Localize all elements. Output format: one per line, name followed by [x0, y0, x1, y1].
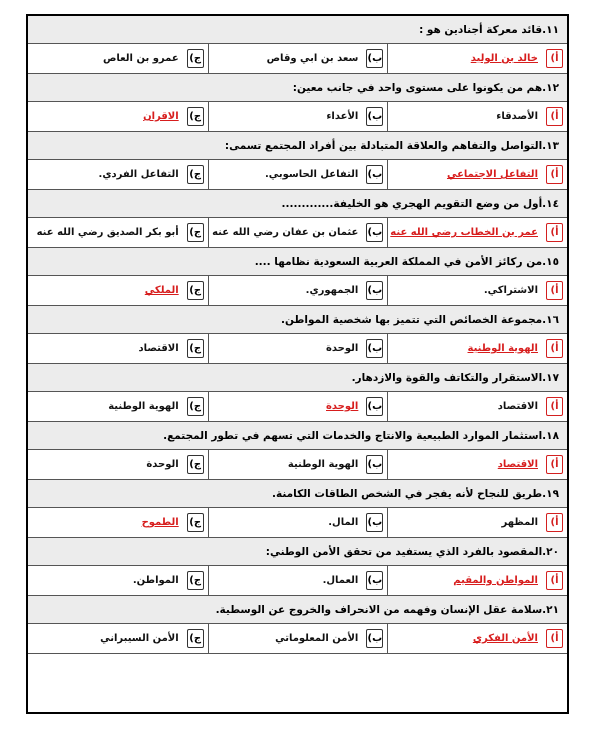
answer-option[interactable]: [387, 624, 567, 653]
option-text: الاقتصاد: [138, 343, 179, 354]
option-letter-box: ب): [366, 281, 383, 300]
answer-option[interactable]: [208, 276, 388, 305]
option-letter-box: ج): [187, 397, 204, 416]
option-text: الوحدة: [326, 343, 359, 354]
question-prompt: ١٦.مجموعة الخصائص التي تتميز بها شخصية المواطن.: [28, 306, 567, 334]
option-letter-box: ب): [366, 397, 383, 416]
answer-option[interactable]: [208, 566, 388, 595]
option-letter-box: أ): [546, 455, 563, 474]
answer-option[interactable]: [208, 450, 388, 479]
option-text: التفاعل الحاسوبي.: [264, 169, 359, 180]
option-text-correct: التفاعل الاجتماعي: [446, 169, 538, 180]
option-text-correct: الملكي: [144, 285, 179, 296]
answer-options-row: [28, 160, 567, 190]
answer-option[interactable]: [208, 44, 388, 73]
question-prompt: ٢١.سلامة عقل الإنسان وفهمه من الانحراف والخروج عن الوسطية.: [28, 596, 567, 624]
option-text: المال.: [328, 517, 359, 528]
answer-option[interactable]: [28, 218, 208, 247]
question-block: [28, 480, 567, 538]
answer-option[interactable]: [208, 334, 388, 363]
option-letter-box: ج): [187, 339, 204, 358]
answer-option[interactable]: [28, 450, 208, 479]
option-letter-box: ب): [366, 165, 383, 184]
option-text-correct: الهوية الوطنية: [467, 343, 538, 354]
question-block: [28, 74, 567, 132]
question-prompt: ١٢.هم من يكونوا على مستوى واحد في جانب معين:: [28, 74, 567, 102]
option-letter-box: أ): [546, 165, 563, 184]
option-text-correct: الأمن الفكري: [472, 633, 538, 644]
answer-option[interactable]: [387, 566, 567, 595]
option-letter-box: ج): [187, 629, 204, 648]
option-letter-box: ب): [366, 49, 383, 68]
answer-options-row: [28, 450, 567, 480]
question-block: [28, 596, 567, 654]
option-letter-box: ج): [187, 455, 204, 474]
option-letter-box: ج): [187, 49, 204, 68]
answer-option[interactable]: [28, 44, 208, 73]
answer-options-row: [28, 276, 567, 306]
option-letter-box: ب): [366, 629, 383, 648]
answer-options-row: [28, 392, 567, 422]
answer-option[interactable]: [28, 276, 208, 305]
question-block: [28, 248, 567, 306]
option-text: أبو بكر الصديق رضي الله عنه: [36, 227, 179, 238]
question-block: [28, 364, 567, 422]
option-text: الأمن المعلوماتي: [275, 633, 359, 644]
option-letter-box: ب): [366, 455, 383, 474]
option-letter-box: أ): [546, 571, 563, 590]
option-text: العمال.: [322, 575, 359, 586]
question-prompt: ١٣.التواصل والتفاهم والعلاقة المتبادلة بين أفراد المجتمع تسمى:: [28, 132, 567, 160]
option-letter-box: ب): [366, 571, 383, 590]
answer-option[interactable]: [208, 392, 388, 421]
answer-option[interactable]: [28, 334, 208, 363]
question-block: [28, 190, 567, 248]
option-letter-box: أ): [546, 281, 563, 300]
option-text: الهوية الوطنية: [108, 401, 179, 412]
question-prompt: ١٤.أول من وضع التقويم الهجري هو الخليفة.............: [28, 190, 567, 218]
question-prompt: ١٨.استثمار الموارد الطبيعية والانتاج والخدمات التي تسهم في تطور المجتمع.: [28, 422, 567, 450]
option-text: الهوية الوطنية: [287, 459, 359, 470]
answer-options-row: [28, 44, 567, 74]
option-text-correct: الطموح: [141, 517, 179, 528]
option-letter-box: ج): [187, 223, 204, 242]
option-text-correct: عمر بن الخطاب رضي الله عنه: [390, 227, 538, 238]
option-letter-box: أ): [546, 49, 563, 68]
exam-sheet: [26, 14, 569, 714]
option-letter-box: ب): [366, 513, 383, 532]
answer-options-row: [28, 566, 567, 596]
answer-option[interactable]: [208, 160, 388, 189]
answer-option[interactable]: [208, 102, 388, 131]
option-letter-box: ب): [366, 223, 383, 242]
option-text: الأصدقاء: [496, 111, 538, 122]
option-letter-box: ج): [187, 281, 204, 300]
question-block: [28, 132, 567, 190]
option-text: سعد بن ابي وقاص: [266, 53, 359, 64]
answer-option[interactable]: [387, 276, 567, 305]
question-prompt: ١٥.من ركائز الأمن في المملكة العربية السعودية نظامها ....: [28, 248, 567, 276]
option-letter-box: أ): [546, 339, 563, 358]
answer-options-row: [28, 102, 567, 132]
question-prompt: ١٩.طريق للنجاح لأنه يفجر في الشخص الطاقات الكامنة.: [28, 480, 567, 508]
answer-option[interactable]: [387, 508, 567, 537]
answer-option[interactable]: [387, 102, 567, 131]
answer-option[interactable]: [28, 392, 208, 421]
option-text-correct: الاقران: [143, 111, 179, 122]
option-text-correct: الاقتصاد: [497, 459, 538, 470]
option-text: الوحدة: [146, 459, 179, 470]
option-letter-box: أ): [546, 629, 563, 648]
answer-option[interactable]: [387, 44, 567, 73]
answer-option[interactable]: [28, 566, 208, 595]
blank-area: [28, 654, 567, 694]
question-block: [28, 538, 567, 596]
option-text: الاقتصاد: [497, 401, 538, 412]
option-letter-box: ج): [187, 107, 204, 126]
answer-option[interactable]: [387, 160, 567, 189]
answer-option[interactable]: [28, 160, 208, 189]
option-letter-box: ب): [366, 107, 383, 126]
answer-option[interactable]: [208, 624, 388, 653]
question-block: [28, 16, 567, 74]
answer-option[interactable]: [28, 102, 208, 131]
option-letter-box: ج): [187, 571, 204, 590]
answer-options-row: [28, 334, 567, 364]
option-letter-box: أ): [546, 107, 563, 126]
option-letter-box: ب): [366, 339, 383, 358]
answer-option[interactable]: [28, 508, 208, 537]
option-text: المواطن.: [132, 575, 179, 586]
option-text: الاشتراكي.: [483, 285, 538, 296]
option-letter-box: ج): [187, 513, 204, 532]
answer-options-row: [28, 508, 567, 538]
answer-option[interactable]: [387, 334, 567, 363]
answer-option[interactable]: [208, 508, 388, 537]
answer-options-row: [28, 624, 567, 654]
option-letter-box: أ): [546, 223, 563, 242]
question-block: [28, 422, 567, 480]
option-text: التفاعل الفردي.: [98, 169, 179, 180]
questions-list: [28, 16, 567, 654]
option-text: الأعداء: [326, 111, 359, 122]
answer-option[interactable]: [387, 392, 567, 421]
option-text-correct: خالد بن الوليد: [470, 53, 538, 64]
option-text: عمرو بن العاص: [102, 53, 179, 64]
option-text: الجمهوري.: [305, 285, 359, 296]
option-text-correct: الوحدة: [326, 401, 359, 412]
answer-option[interactable]: [28, 624, 208, 653]
option-text-correct: المواطن والمقيم: [453, 575, 538, 586]
option-text: المظهر: [501, 517, 538, 528]
option-letter-box: ج): [187, 165, 204, 184]
question-prompt: ١١.قائد معركة أجنادين هو :: [28, 16, 567, 44]
option-text: الأمن السيبراني: [100, 633, 179, 644]
option-letter-box: أ): [546, 513, 563, 532]
question-prompt: ٢٠.المقصود بالفرد الذي يستفيد من تحقق الأمن الوطني:: [28, 538, 567, 566]
answer-option[interactable]: [208, 218, 388, 247]
question-block: [28, 306, 567, 364]
question-prompt: ١٧.الاستقرار والتكاتف والقوة والازدهار.: [28, 364, 567, 392]
answer-option[interactable]: [387, 450, 567, 479]
answer-option[interactable]: [387, 218, 567, 247]
option-letter-box: أ): [546, 397, 563, 416]
answer-options-row: [28, 218, 567, 248]
option-text: عثمان بن عفان رضي الله عنه: [212, 227, 359, 238]
